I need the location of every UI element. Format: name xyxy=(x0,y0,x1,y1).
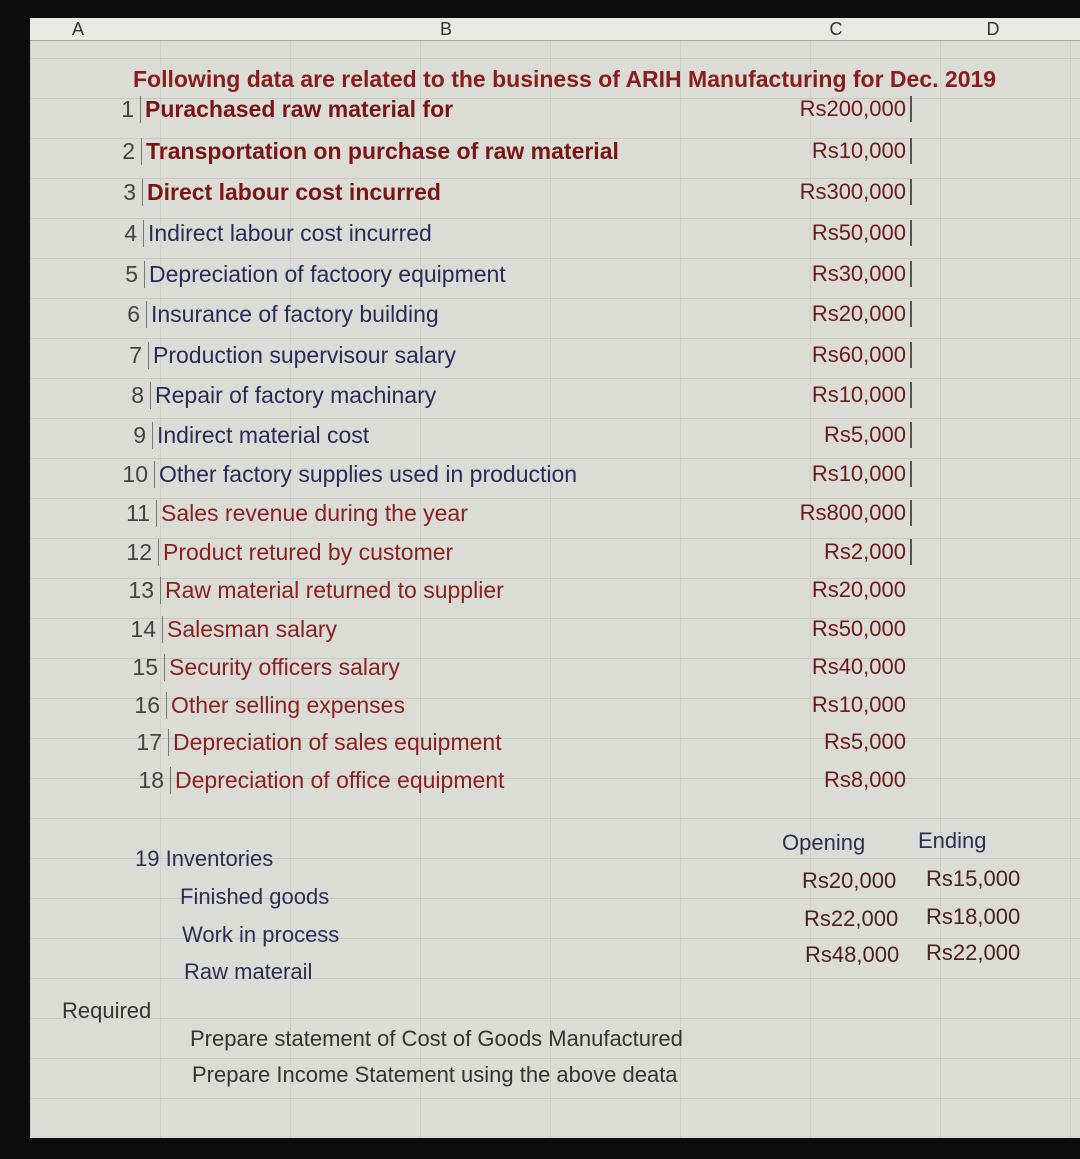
data-row[interactable] xyxy=(130,610,337,648)
data-row[interactable] xyxy=(116,336,456,374)
data-row[interactable] xyxy=(124,494,468,532)
data-row[interactable] xyxy=(138,761,504,799)
data-row[interactable] xyxy=(110,173,441,211)
row-number: 15 xyxy=(132,653,158,680)
data-row[interactable] xyxy=(114,295,439,333)
row-label[interactable]: Indirect material cost xyxy=(152,422,369,449)
data-row[interactable] xyxy=(120,416,369,454)
row-number: 6 xyxy=(127,300,140,327)
inventories-heading[interactable]: 19 Inventories xyxy=(135,846,274,871)
row-label[interactable]: Direct labour cost incurred xyxy=(142,179,441,206)
required-line[interactable]: Prepare Income Statement using the above deata xyxy=(192,1062,678,1087)
row-value[interactable]: Rs20,000 xyxy=(811,577,906,602)
data-row[interactable] xyxy=(112,255,506,293)
row-number: 10 xyxy=(122,460,148,487)
row-number: 3 xyxy=(123,178,136,205)
row-label[interactable]: Depreciation of factoory equipment xyxy=(144,261,506,288)
row-number: 4 xyxy=(124,219,137,246)
row-value[interactable]: Rs10,000 xyxy=(770,461,912,487)
inventory-row-opening[interactable]: Rs48,000 xyxy=(805,942,900,967)
row-number: 16 xyxy=(134,691,160,718)
row-label[interactable]: Insurance of factory building xyxy=(146,301,439,328)
row-number: 12 xyxy=(126,538,152,565)
sheet-title[interactable]: Following data are related to the business of ARIH Manufacturing for Dec. 2019 xyxy=(133,66,997,92)
inventory-row-ending[interactable]: Rs15,000 xyxy=(926,866,1021,891)
row-label[interactable]: Repair of factory machinary xyxy=(150,382,436,409)
row-value[interactable]: Rs2,000 xyxy=(770,539,912,565)
row-value[interactable]: Rs5,000 xyxy=(824,729,906,754)
row-number: 8 xyxy=(131,381,144,408)
row-label[interactable]: Security officers salary xyxy=(164,654,400,681)
row-value[interactable]: Rs40,000 xyxy=(811,654,906,679)
data-row[interactable] xyxy=(108,90,453,128)
inventory-ending-header[interactable]: Ending xyxy=(918,828,987,853)
spreadsheet xyxy=(30,18,1080,1138)
data-row[interactable] xyxy=(134,686,405,724)
row-label[interactable]: Sales revenue during the year xyxy=(156,500,468,527)
column-header-d[interactable]: D xyxy=(906,18,1080,41)
row-label[interactable]: Production supervisour salary xyxy=(148,342,456,369)
data-row[interactable] xyxy=(136,723,502,761)
data-row[interactable] xyxy=(118,376,436,414)
inventory-row-label[interactable]: Work in process xyxy=(182,922,340,947)
row-value[interactable]: Rs200,000 xyxy=(770,96,912,122)
row-number: 7 xyxy=(129,341,142,368)
row-label[interactable]: Depreciation of sales equipment xyxy=(168,729,502,756)
inventory-row-ending[interactable]: Rs18,000 xyxy=(926,904,1021,929)
column-header-c[interactable]: C xyxy=(766,18,907,41)
row-value[interactable]: Rs50,000 xyxy=(811,616,906,641)
row-number: 17 xyxy=(136,728,162,755)
row-number: 1 xyxy=(121,95,134,122)
row-value[interactable]: Rs300,000 xyxy=(770,179,912,205)
row-value[interactable]: Rs20,000 xyxy=(770,301,912,327)
inventory-row-opening[interactable]: Rs22,000 xyxy=(804,906,899,931)
inventory-row-label[interactable]: Raw materail xyxy=(184,959,313,984)
row-label[interactable]: Indirect labour cost incurred xyxy=(143,220,432,247)
data-row[interactable] xyxy=(126,533,453,571)
column-header-b[interactable]: B xyxy=(126,18,767,41)
row-value[interactable]: Rs10,000 xyxy=(770,382,912,408)
row-value[interactable]: Rs5,000 xyxy=(770,422,912,448)
column-header-a[interactable]: A xyxy=(30,18,127,41)
row-number: 14 xyxy=(130,615,156,642)
inventory-row-label[interactable]: Finished goods xyxy=(180,884,330,909)
row-label[interactable]: Other selling expenses xyxy=(166,692,405,719)
row-number: 9 xyxy=(133,421,146,448)
row-number: 2 xyxy=(122,137,135,164)
required-line[interactable]: Prepare statement of Cost of Goods Manufactured xyxy=(190,1026,683,1051)
required-heading[interactable]: Required xyxy=(62,998,152,1023)
row-value[interactable]: Rs60,000 xyxy=(770,342,912,368)
row-label[interactable]: Depreciation of office equipment xyxy=(170,767,504,794)
row-number: 11 xyxy=(126,499,150,526)
row-label[interactable]: Other factory supplies used in production xyxy=(154,461,577,488)
row-number: 13 xyxy=(128,576,154,603)
row-value[interactable]: Rs10,000 xyxy=(770,138,912,164)
data-row[interactable] xyxy=(122,455,577,493)
inventory-row-opening[interactable]: Rs20,000 xyxy=(802,868,897,893)
row-value[interactable]: Rs8,000 xyxy=(824,767,906,792)
inventory-row-ending[interactable]: Rs22,000 xyxy=(926,940,1021,965)
inventory-opening-header[interactable]: Opening xyxy=(782,830,866,855)
data-row[interactable] xyxy=(109,132,619,170)
data-row[interactable] xyxy=(111,214,432,252)
row-value[interactable]: Rs10,000 xyxy=(811,692,906,717)
data-row[interactable] xyxy=(128,571,504,609)
data-row[interactable] xyxy=(132,648,400,686)
row-label[interactable]: Product retured by customer xyxy=(158,539,453,566)
row-value[interactable]: Rs800,000 xyxy=(770,500,912,526)
row-number: 18 xyxy=(138,766,164,793)
row-label[interactable]: Transportation on purchase of raw material xyxy=(141,138,619,165)
row-label[interactable]: Raw material returned to supplier xyxy=(160,577,504,604)
row-number: 5 xyxy=(125,260,138,287)
row-label[interactable]: Salesman salary xyxy=(162,616,337,643)
row-value[interactable]: Rs30,000 xyxy=(770,261,912,287)
row-label[interactable]: Purachased raw material for xyxy=(140,96,453,123)
row-value[interactable]: Rs50,000 xyxy=(770,220,912,246)
